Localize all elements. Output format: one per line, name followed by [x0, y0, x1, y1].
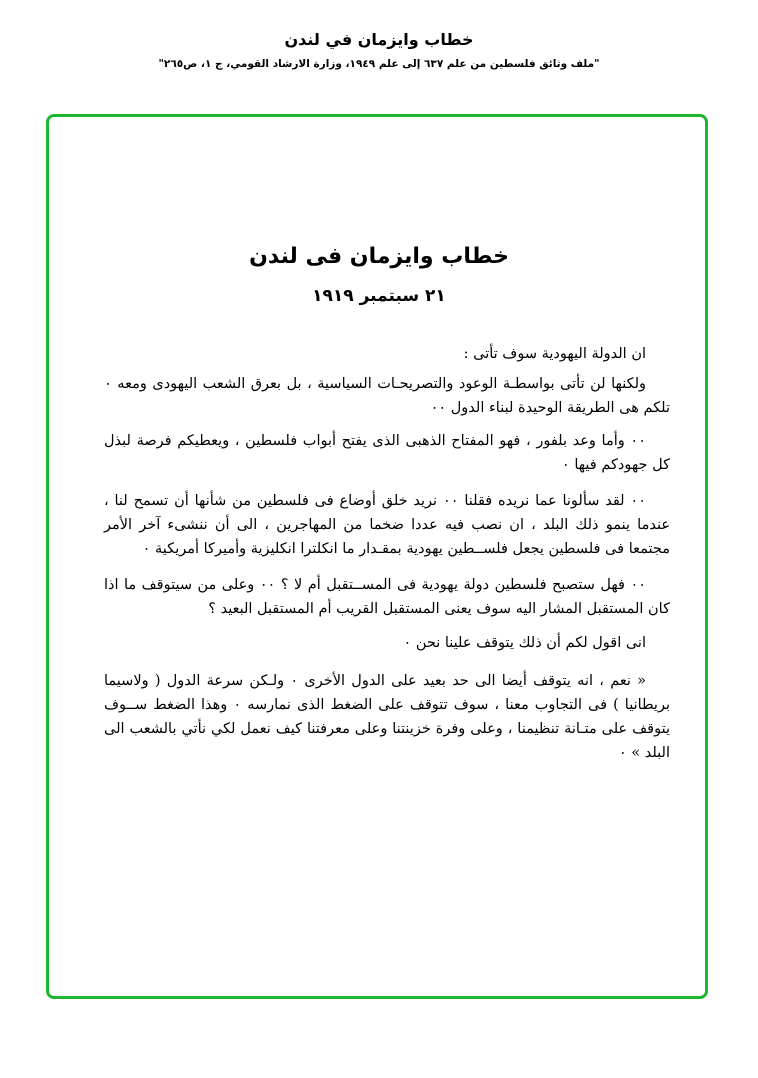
paragraph: ٠٠ لقد سألونا عما نريده فقلنا ٠٠ نريد خلق أوضاع فى فلسطين من شأنها أن تسمح لنا ، عندما ينمو ذلك البلد ، ان نصب فيه عددا ضخما من المهاجرين ، الى أن ننشىء آخر الأمر مجتمعا فى فلسطين يجعل فلســطين يهودية بمقـدار ما انكلترا انكليزية وأميركا أمريكية ٠ [104, 493, 670, 557]
header-source-citation: "ملف وثائق فلسطين من علم ٦٣٧ إلى علم ١٩٤٩، وزارة الارشاد القومي، ج ١، ص٢٦٥" [158, 58, 600, 70]
document-date: ٢١ سبتمبر ١٩١٩ [312, 286, 446, 306]
document-body [104, 342, 670, 774]
paragraph: ولكنها لن تأتى بواسطـة الوعود والتصريحـات السياسية ، بل بعرق الشعب اليهودى ومعه ٠ تلكم هى الطريقة الوحيدة لبناء الدول ٠٠ [104, 376, 670, 416]
paragraph: ان الدولة اليهودية سوف تأتى : [463, 346, 646, 362]
paragraph: « نعم ، انه يتوقف أيضا الى حد بعيد على الدول الأخرى ٠ ولـكن سرعة الدول ( ولاسيما بريطانيا ) فى التجاوب معنا ، سوف تتوقف على الضغط الذى نمارسه ٠ وهذا الضغط ســوف يتوقف على متـانة تنظيمنا ، وعلى وفرة خزينتنا وعلى معرفتنا كيف نعمل لكي نأتي بالشعب الى البلد » ٠ [104, 673, 671, 761]
paragraph: انى اقول لكم أن ذلك يتوقف علينا نحن ٠ [403, 635, 646, 651]
document-title: خطاب وايزمان فى لندن [249, 244, 509, 269]
header-title: خطاب وايزمان في لندن [284, 30, 474, 49]
paragraph: ٠٠ وأما وعد بلفور ، فهو المفتاح الذهبى الذى يفتح أبواب فلسطين ، ويعطيكم فرصة لبذل كل جهودكم فيها ٠ [104, 433, 670, 473]
paragraph: ٠٠ فهل ستصبح فلسطين دولة يهودية فى المســتقبل أم لا ؟ ٠٠ وعلى من سيتوقف ما اذا كان المستقبل المشار اليه سوف يعنى المستقبل القريب أم المستقبل البعيد ؟ [104, 577, 670, 617]
